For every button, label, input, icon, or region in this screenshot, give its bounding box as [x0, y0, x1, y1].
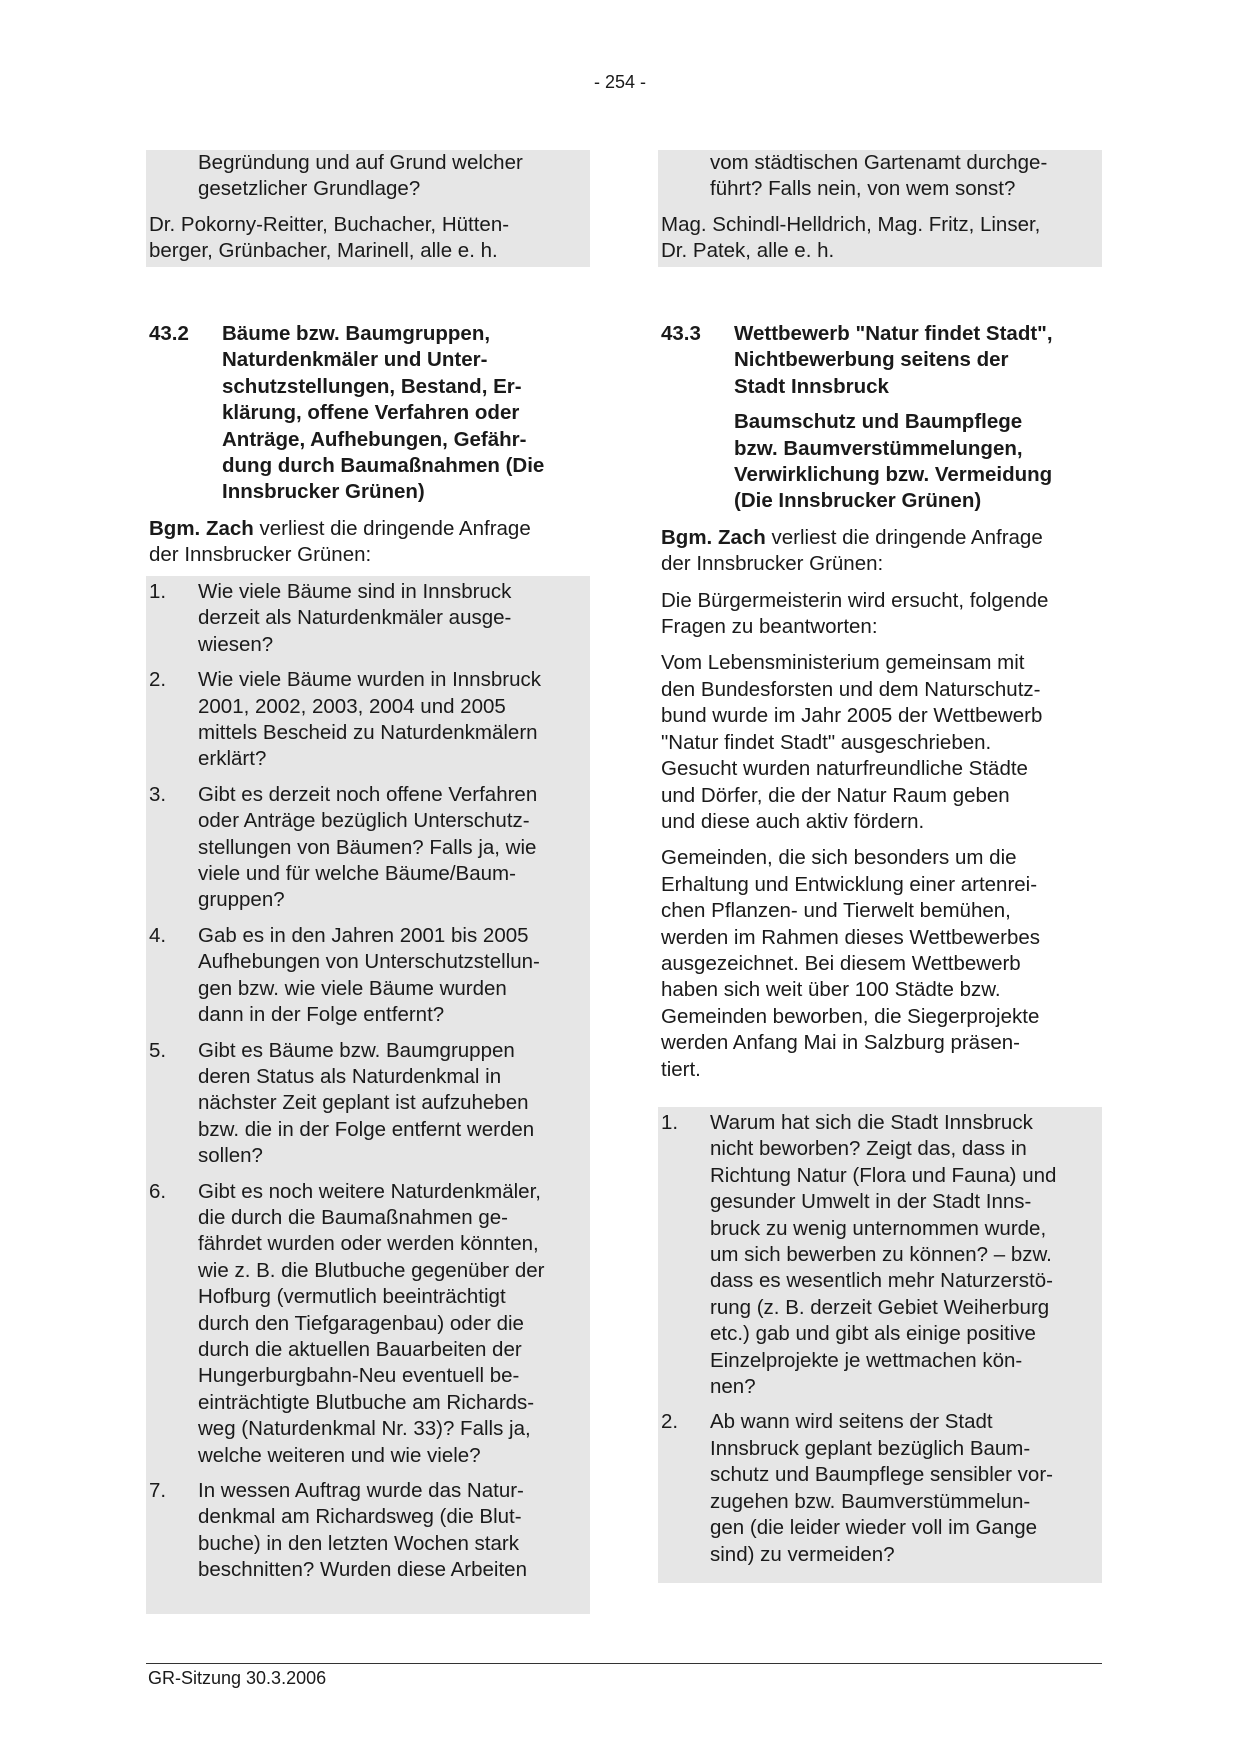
list-item [149, 1179, 587, 1469]
text-line: In wessen Auftrag wurde das Natur- [198, 1479, 524, 1502]
left-questions-box [146, 576, 590, 1614]
text-line: berger, Grünbacher, Marinell, alle e. h. [149, 239, 498, 263]
text-line: Vom Lebensministerium gemeinsam mit [661, 651, 1025, 675]
text-line: wiesen? [198, 632, 274, 656]
text-line: oder Anträge bezüglich Unterschutz- [198, 809, 530, 833]
text-line: die durch die Baumaßnahmen ge- [198, 1205, 508, 1229]
body-paragraph [661, 845, 1102, 1083]
section-title [222, 321, 590, 506]
text-line: dass es wesentlich mehr Naturzerstö- [710, 1269, 1053, 1293]
text-line: sind) zu vermeiden? [710, 1542, 895, 1566]
text-line: nächster Zeit geplant ist aufzuheben [198, 1091, 529, 1115]
text-line: 2001, 2002, 2003, 2004 und 2005 [198, 694, 506, 718]
text-line: (Die Innsbrucker Grünen) [734, 489, 982, 513]
text-line: Gab es in den Jahren 2001 bis 2005 [198, 923, 529, 947]
text-line: führt? Falls nein, von wem sonst? [710, 177, 1016, 201]
list-item [149, 782, 587, 914]
text-line: Aufhebungen von Unterschutzstellun- [198, 950, 540, 974]
list-item [661, 1409, 1099, 1567]
item-number: 2. [661, 1410, 679, 1434]
text-line: deren Status als Naturdenkmal in [198, 1064, 502, 1088]
item-text [198, 1478, 587, 1584]
text-line: zugehen bzw. Baumverstümmelun- [710, 1489, 1031, 1513]
text-line: stellungen von Bäumen? Falls ja, wie [198, 835, 537, 859]
item-number: 1. [661, 1111, 679, 1134]
page-number: - 254 - [593, 72, 647, 92]
text-line: Bäume bzw. Baumgruppen, [222, 322, 491, 345]
text-line: mittels Bescheid zu Naturdenkmälern [198, 721, 538, 745]
text-line: der Innsbrucker Grünen: [661, 552, 884, 576]
intro-paragraph [149, 516, 590, 569]
text-line: weg (Naturdenkmal Nr. 33)? Falls ja, [198, 1417, 531, 1441]
item-text [198, 579, 587, 658]
text-line: nen? [710, 1375, 756, 1399]
list-item [149, 1478, 587, 1584]
text-line: durch den Tiefgaragenbau) oder die [198, 1311, 524, 1335]
text-line: verliest die dringende Anfrage [765, 525, 1043, 549]
text-line: Hofburg (vermutlich beeinträchtigt [198, 1285, 506, 1309]
text-line: Begründung und auf Grund welcher [198, 151, 523, 174]
text-line: Innsbrucker Grünen) [222, 480, 425, 504]
section-heading-43-3 [661, 321, 1102, 515]
body-paragraph [661, 650, 1102, 835]
item-text [198, 923, 587, 1029]
item-text [710, 1409, 1099, 1567]
text-line: nicht beworben? Zeigt das, dass in [710, 1137, 1027, 1161]
right-top-box [658, 150, 1102, 267]
text-line: den Bundesforsten und dem Naturschutz- [661, 677, 1041, 701]
text-line: Mag. Schindl-Helldrich, Mag. Fritz, Linser, [661, 212, 1041, 236]
text-line: werden im Rahmen dieses Wettbewerbes [661, 925, 1041, 949]
text-line: Anträge, Aufhebungen, Gefähr- [222, 427, 527, 451]
text-line: Wettbewerb "Natur findet Stadt", [734, 322, 1053, 345]
text-line: welche weiteren und wie viele? [198, 1443, 481, 1467]
section-subtitle [734, 409, 1102, 515]
footer-text: GR-Sitzung 30.3.2006 [148, 1668, 327, 1688]
section-title [734, 321, 1102, 400]
intro-paragraph [661, 525, 1102, 578]
right-questions-box [658, 1107, 1102, 1583]
text-line: Gibt es derzeit noch offene Verfahren [198, 782, 538, 806]
text-line: fährdet wurden oder werden könnten, [198, 1232, 539, 1256]
right-continuation [661, 150, 1099, 203]
text-line: Richtung Natur (Flora und Fauna) und [710, 1163, 1057, 1187]
item-number: 5. [149, 1038, 167, 1062]
text-line: Dr. Pokorny-Reitter, Buchacher, Hütten- [149, 212, 510, 236]
text-line: dung durch Baumaßnahmen (Die [222, 454, 545, 478]
text-line: Warum hat sich die Stadt Innsbruck [710, 1111, 1033, 1134]
text-line: Gemeinden beworben, die Siegerprojekte [661, 1004, 1040, 1028]
left-signers [149, 212, 587, 265]
text-line: Gibt es Bäume bzw. Baumgruppen [198, 1038, 515, 1062]
text-line: der Innsbrucker Grünen: [149, 543, 372, 567]
text-line: "Natur findet Stadt" ausgeschrieben. [661, 730, 992, 754]
text-line: Wie viele Bäume wurden in Innsbruck [198, 668, 541, 692]
list-item [661, 1110, 1099, 1400]
text-line: wie z. B. die Blutbuche gegenüber der [198, 1258, 545, 1282]
text-line: Verwirklichung bzw. Vermeidung [734, 463, 1053, 487]
text-line: derzeit als Naturdenkmäler ausge- [198, 606, 512, 630]
item-number: 7. [149, 1479, 167, 1502]
text-line: Stadt Innsbruck [734, 374, 889, 398]
item-text [198, 667, 587, 773]
item-number: 1. [149, 580, 167, 603]
text-line: tiert. [661, 1057, 701, 1081]
text-line: werden Anfang Mai in Salzburg präsen- [661, 1031, 1020, 1055]
item-number: 2. [149, 668, 167, 692]
list-item [149, 1038, 587, 1170]
text-line: um sich bewerben zu können? – bzw. [710, 1243, 1052, 1267]
list-item [149, 923, 587, 1029]
text-line: gruppen? [198, 888, 285, 912]
text-line: Die Bürgermeisterin wird ersucht, folgende [661, 588, 1049, 612]
text-line: gesunder Umwelt in der Stadt Inns- [710, 1190, 1032, 1214]
text-line: vom städtischen Gartenamt durchge- [710, 151, 1048, 174]
text-line: etc.) gab und gibt als einige positive [710, 1322, 1036, 1346]
question-list [658, 1107, 1102, 1571]
text-line: verliest die dringende Anfrage [253, 516, 531, 540]
text-line: gesetzlicher Grundlage? [198, 177, 421, 201]
text-line: haben sich weit über 100 Städte bzw. [661, 978, 1001, 1002]
item-text [198, 1038, 587, 1170]
text-line: Hungerburgbahn-Neu eventuell be- [198, 1364, 520, 1388]
left-continuation [149, 150, 587, 203]
text-line: durch die aktuellen Bauarbeiten der [198, 1337, 522, 1361]
text-line: Innsbruck geplant bezüglich Baum- [710, 1436, 1031, 1460]
footer-divider [146, 1663, 1102, 1664]
text-line: Erhaltung und Entwicklung einer artenrei- [661, 872, 1038, 896]
text-line: Gemeinden, die sich besonders um die [661, 846, 1017, 870]
item-text [710, 1110, 1099, 1400]
text-line: sollen? [198, 1144, 263, 1168]
text-line: schutzstellungen, Bestand, Er- [222, 374, 522, 398]
text-line: gen (die leider wieder voll im Gange [710, 1516, 1038, 1540]
text-line: Ab wann wird seitens der Stadt [710, 1410, 993, 1434]
text-line: chen Pflanzen- und Tierwelt bemühen, [661, 899, 1011, 923]
text-line: bzw. die in der Folge entfernt werden [198, 1117, 535, 1141]
text-line: und Dörfer, die der Natur Raum geben [661, 783, 1010, 807]
text-line: und diese auch aktiv fördern. [661, 809, 925, 833]
item-number: 4. [149, 923, 167, 947]
text-line: einträchtigte Blutbuche am Richards- [198, 1390, 535, 1414]
text-line: Nichtbewerbung seitens der [734, 348, 1009, 372]
text-line: bzw. Baumverstümmelungen, [734, 436, 1023, 460]
list-item [149, 579, 587, 658]
left-top-box [146, 150, 590, 267]
text-line: Naturdenkmäler und Unter- [222, 348, 488, 372]
text-line: klärung, offene Verfahren oder [222, 401, 520, 425]
question-list [146, 576, 590, 1587]
text-line: Einzelprojekte je wettmachen kön- [710, 1348, 1023, 1372]
text-line: ausgezeichnet. Bei diesem Wettbewerb [661, 951, 1021, 975]
text-line: Wie viele Bäume sind in Innsbruck [198, 580, 512, 603]
section-number: 43.2 [149, 322, 189, 345]
text-line: gen bzw. wie viele Bäume wurden [198, 976, 507, 1000]
item-number: 3. [149, 782, 167, 806]
item-text [198, 1179, 587, 1469]
text-line: Dr. Patek, alle e. h. [661, 239, 835, 263]
right-signers [661, 212, 1099, 265]
text-line: schutz und Baumpflege sensibler vor- [710, 1463, 1053, 1487]
section-number: 43.3 [661, 322, 701, 345]
speaker-name: Bgm. Zach [149, 516, 254, 540]
section-heading-43-2 [149, 321, 590, 506]
item-text [198, 782, 587, 914]
text-line: dann in der Folge entfernt? [198, 1003, 445, 1027]
text-line: bund wurde im Jahr 2005 der Wettbewerb [661, 704, 1043, 728]
item-number: 6. [149, 1179, 167, 1203]
text-line: bruck zu wenig unternommen wurde, [710, 1216, 1047, 1240]
text-line: viele und für welche Bäume/Baum- [198, 862, 516, 886]
text-line: Gesucht wurden naturfreundliche Städte [661, 757, 1028, 781]
text-line: buche) in den letzten Wochen stark [198, 1531, 519, 1555]
text-line: Gibt es noch weitere Naturdenkmäler, [198, 1179, 541, 1203]
text-line: Baumschutz und Baumpflege [734, 410, 1023, 434]
speaker-name: Bgm. Zach [661, 525, 766, 549]
body-paragraph [661, 588, 1102, 641]
text-line: beschnitten? Wurden diese Arbeiten [198, 1558, 527, 1582]
text-line: rung (z. B. derzeit Gebiet Weiherburg [710, 1295, 1050, 1319]
text-line: denkmal am Richardsweg (die Blut- [198, 1505, 522, 1529]
text-line: Fragen zu beantworten: [661, 615, 878, 639]
text-line: erklärt? [198, 747, 267, 771]
list-item [149, 667, 587, 773]
